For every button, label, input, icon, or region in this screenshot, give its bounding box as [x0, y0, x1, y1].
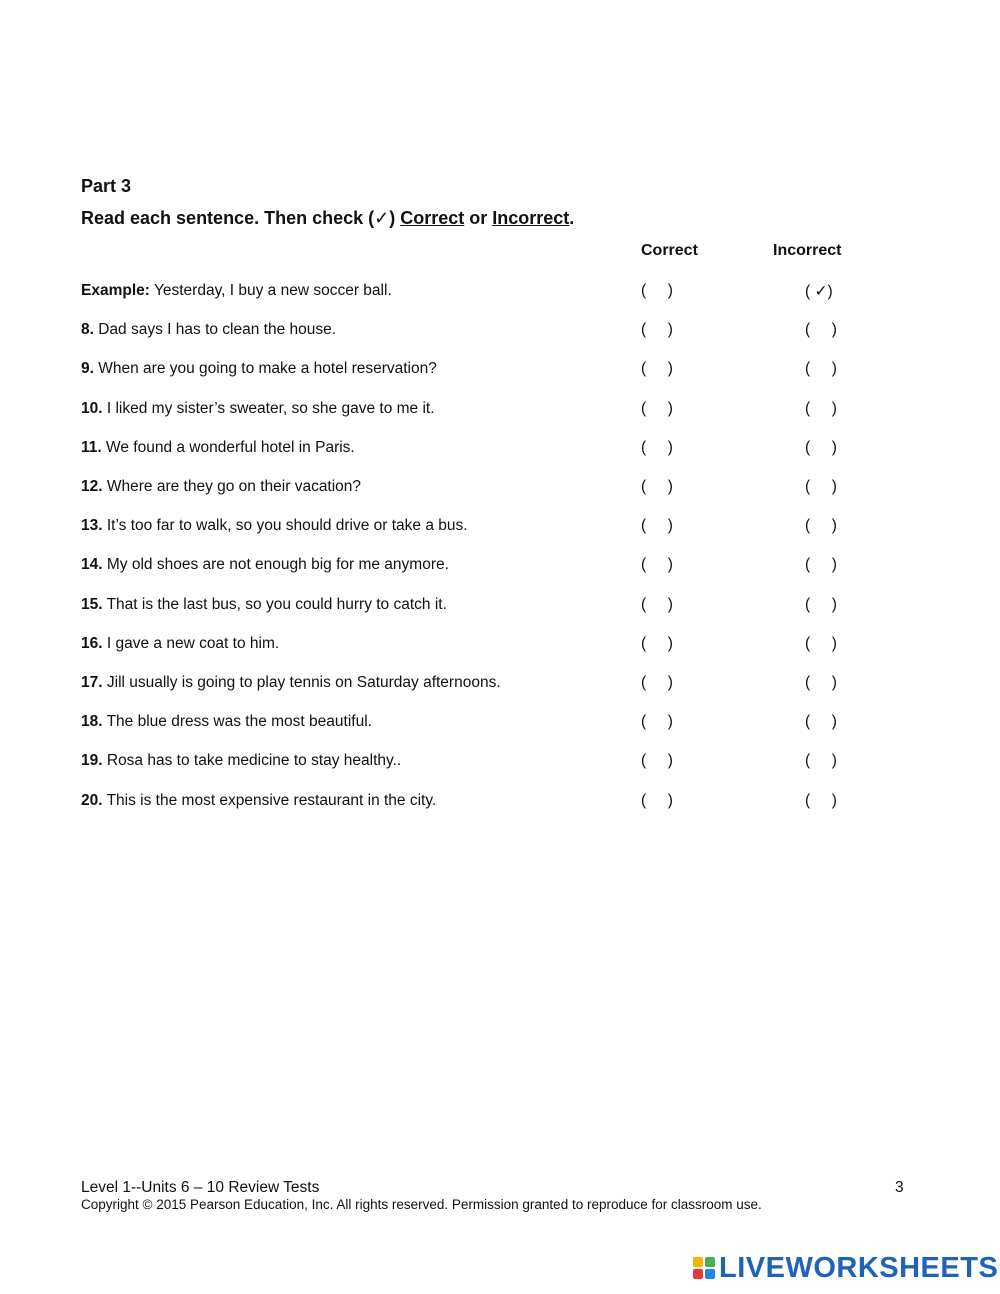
- correct-checkbox[interactable]: ( ): [641, 478, 673, 495]
- correct-checkbox[interactable]: ( ): [641, 713, 673, 731]
- question-row: [81, 792, 861, 814]
- question-sentence: [81, 439, 355, 457]
- correct-checkbox[interactable]: ( ): [641, 399, 673, 417]
- incorrect-checkbox[interactable]: ( ✓): [805, 283, 833, 300]
- question-row: [81, 360, 861, 382]
- instructions-correct-word: Correct: [400, 208, 465, 228]
- question-sentence: [81, 478, 361, 496]
- correct-checkbox[interactable]: ( ): [641, 674, 673, 691]
- instructions-or: or: [464, 208, 493, 228]
- incorrect-checkbox[interactable]: ( ): [805, 713, 837, 731]
- question-sentence: [81, 752, 401, 770]
- correct-checkbox[interactable]: ( ): [641, 282, 673, 299]
- question-number: 13.: [81, 517, 103, 535]
- question-number: 19.: [81, 752, 103, 770]
- instructions: [81, 208, 574, 229]
- copyright-notice: Copyright © 2015 Pearson Education, Inc. All rights reserved. Permission granted to reproduce for classroom use.: [81, 1197, 762, 1212]
- column-header-incorrect: Incorrect: [773, 242, 842, 259]
- brand-name: LIVEWORKSHEETS: [719, 1251, 999, 1284]
- incorrect-checkbox[interactable]: ( ): [805, 321, 837, 339]
- question-text: Jill usually is going to play tennis on Saturday afternoons.: [102, 674, 501, 691]
- question-sentence: [81, 400, 435, 418]
- question-number: 11.: [81, 438, 102, 456]
- question-row: [81, 635, 861, 657]
- question-text: That is the last bus, so you could hurry to catch it.: [102, 595, 447, 613]
- brand-logo: [693, 1252, 998, 1284]
- question-sentence: [81, 792, 436, 810]
- question-sentence: [81, 635, 279, 653]
- question-text: My old shoes are not enough big for me anymore.: [102, 556, 449, 574]
- question-number: 16.: [81, 634, 103, 652]
- incorrect-checkbox[interactable]: ( ): [805, 517, 837, 535]
- question-number: 17.: [81, 674, 103, 691]
- question-sentence: [81, 674, 501, 692]
- incorrect-checkbox[interactable]: ( ): [805, 595, 837, 613]
- question-number: 14.: [81, 556, 103, 574]
- question-number: 15.: [81, 595, 103, 613]
- question-text: The blue dress was the most beautiful.: [102, 713, 372, 731]
- question-row: [81, 517, 861, 539]
- question-number: 18.: [81, 713, 103, 731]
- instructions-incorrect-word: Incorrect: [492, 208, 570, 228]
- liveworksheets-logo-icon: [693, 1257, 715, 1279]
- question-sentence: [81, 360, 437, 378]
- question-number: 8.: [81, 321, 94, 339]
- question-text: We found a wonderful hotel in Paris.: [101, 438, 355, 456]
- question-text: Yesterday, I buy a new soccer ball.: [149, 282, 392, 299]
- question-number: 12.: [81, 478, 103, 495]
- incorrect-checkbox[interactable]: ( ): [805, 752, 837, 770]
- question-number: 20.: [81, 791, 103, 809]
- question-row: [81, 752, 861, 774]
- incorrect-checkbox[interactable]: ( ): [805, 674, 837, 691]
- correct-checkbox[interactable]: ( ): [641, 321, 673, 339]
- incorrect-checkbox[interactable]: ( ): [805, 791, 837, 809]
- instructions-middle: ): [389, 208, 401, 228]
- logo-square-3: [693, 1269, 703, 1279]
- correct-checkbox[interactable]: ( ): [641, 634, 673, 652]
- question-row: [81, 674, 861, 696]
- example-row: [81, 282, 861, 304]
- correct-checkbox[interactable]: ( ): [641, 791, 673, 809]
- question-row: [81, 713, 861, 735]
- correct-checkbox[interactable]: ( ): [641, 595, 673, 613]
- question-text: Rosa has to take medicine to stay healthy..: [102, 752, 402, 770]
- correct-checkbox[interactable]: ( ): [641, 752, 673, 770]
- question-sentence: [81, 596, 447, 614]
- logo-square-1: [693, 1257, 703, 1267]
- correct-checkbox[interactable]: ( ): [641, 438, 673, 456]
- question-sentence: [81, 321, 336, 339]
- question-sentence: [81, 556, 449, 574]
- question-number: 10.: [81, 399, 103, 417]
- question-row: [81, 321, 861, 343]
- correct-checkbox[interactable]: ( ): [641, 556, 673, 574]
- logo-square-2: [705, 1257, 715, 1267]
- question-number: 9.: [81, 360, 94, 378]
- question-text: Where are they go on their vacation?: [102, 478, 362, 495]
- question-text: Dad says I has to clean the house.: [93, 321, 337, 339]
- question-row: [81, 400, 861, 422]
- question-row: [81, 439, 861, 461]
- question-sentence: [81, 517, 468, 535]
- incorrect-checkbox[interactable]: ( ): [805, 438, 837, 456]
- correct-checkbox[interactable]: ( ): [641, 517, 673, 535]
- correct-checkbox[interactable]: ( ): [641, 360, 673, 378]
- instructions-prefix: Read each sentence. Then check (: [81, 208, 375, 228]
- logo-square-4: [705, 1269, 715, 1279]
- question-row: [81, 478, 861, 500]
- question-sentence: [81, 713, 372, 731]
- check-mark-icon: ✓: [374, 208, 390, 228]
- incorrect-checkbox[interactable]: ( ): [805, 634, 837, 652]
- incorrect-checkbox[interactable]: ( ): [805, 399, 837, 417]
- page-number: 3: [895, 1179, 904, 1196]
- part-title: Part 3: [81, 176, 132, 196]
- question-number: Example:: [81, 282, 150, 299]
- question-text: This is the most expensive restaurant in the city.: [102, 791, 437, 809]
- instructions-end: .: [569, 208, 575, 228]
- incorrect-checkbox[interactable]: ( ): [805, 360, 837, 378]
- question-text: I liked my sister’s sweater, so she gave to me it.: [102, 399, 435, 417]
- column-header-correct: Correct: [641, 242, 698, 259]
- incorrect-checkbox[interactable]: ( ): [805, 556, 837, 574]
- question-text: When are you going to make a hotel reservation?: [93, 360, 437, 378]
- question-row: [81, 556, 861, 578]
- question-text: It’s too far to walk, so you should drive or take a bus.: [102, 517, 468, 535]
- question-text: I gave a new coat to him.: [102, 634, 280, 652]
- footer-title: Level 1--Units 6 – 10 Review Tests: [81, 1179, 320, 1196]
- incorrect-checkbox[interactable]: ( ): [805, 478, 837, 495]
- question-row: [81, 596, 861, 618]
- question-sentence: [81, 282, 392, 300]
